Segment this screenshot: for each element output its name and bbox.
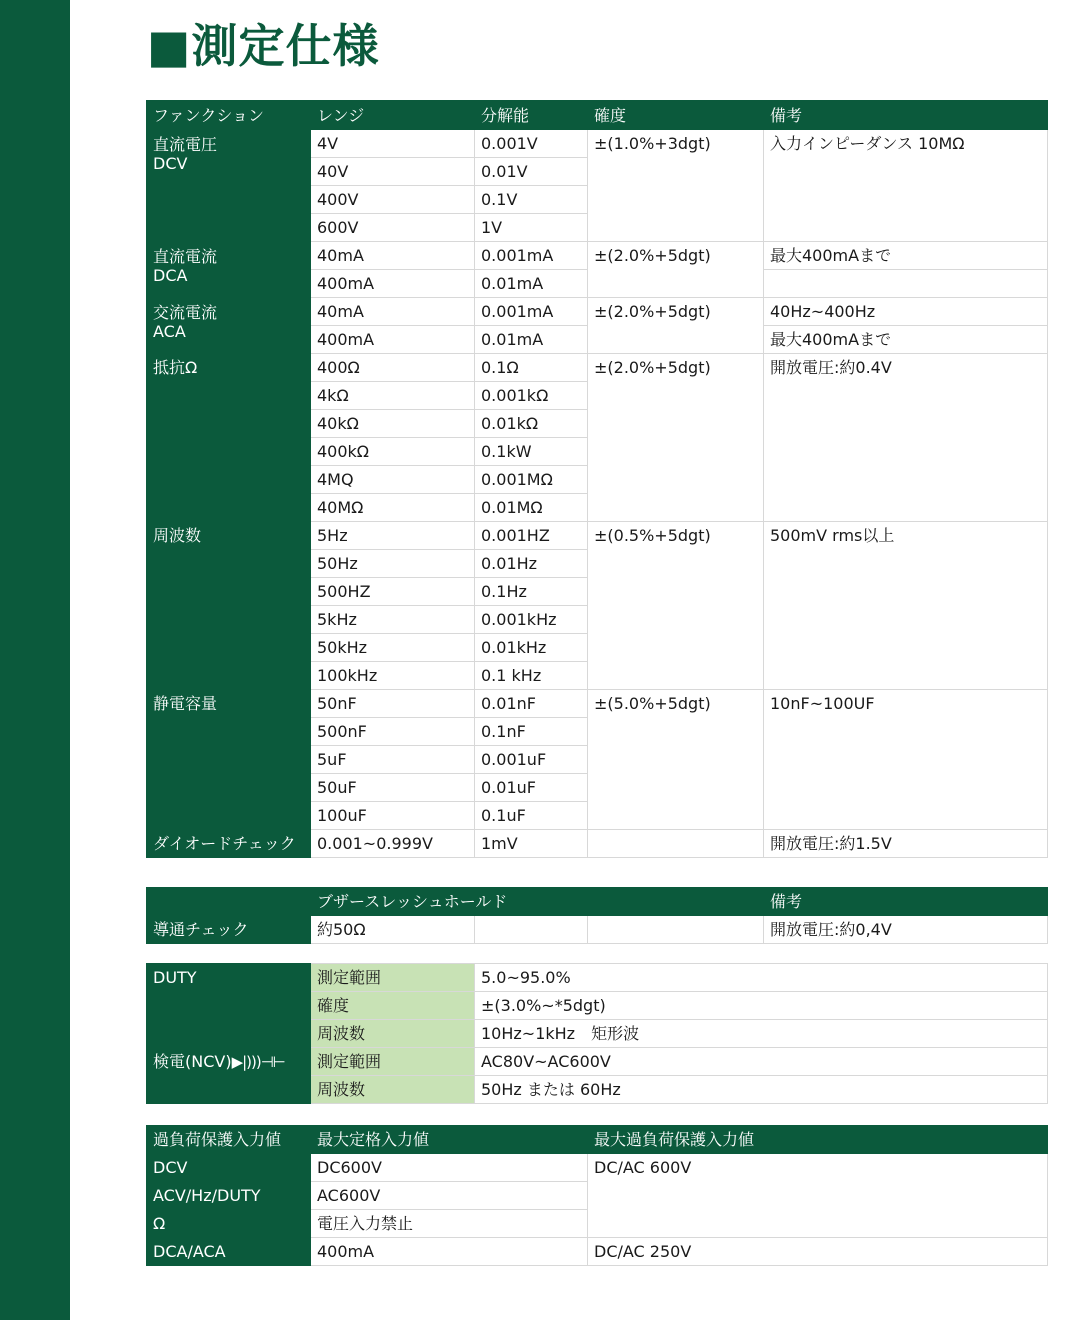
resolution-cell: 0.1 kHz [475,662,588,690]
function-name: 交流電流 [153,303,218,322]
resolution-cell: 1V [475,214,588,242]
range-cell: 400mA [311,326,475,354]
resolution-cell: 0.001mA [475,298,588,326]
range-cell: 50Hz [311,550,475,578]
accuracy-cell: ±(2.0%+5dgt) [588,298,764,354]
range-cell: 4MQ [311,466,475,494]
function-frequency: 周波数 [147,522,311,690]
function-abbr: DCA [153,266,188,285]
duty-value-cell: 10Hz~1kHz 矩形波 [475,1020,1048,1048]
accuracy-cell: ±(2.0%+5dgt) [588,242,764,298]
header-notes: 備考 [764,888,1048,916]
range-cell: 50nF [311,690,475,718]
note-cell: 40Hz~400Hz [764,298,1048,326]
left-accent-bar [0,0,70,1320]
note-cell: 最大400mAまで [764,242,1048,270]
header-notes: 備考 [764,101,1048,130]
range-cell: 5Hz [311,522,475,550]
function-duty: DUTY [147,964,311,1048]
function-capacitance: 静電容量 [147,690,311,830]
accuracy-cell: ±(2.0%+5dgt) [588,354,764,522]
resolution-cell: 1mV [475,830,588,858]
ncv-symbol-icon: ▶|)))⊣⊢ [231,1053,285,1071]
range-cell: 100kHz [311,662,475,690]
duty-value-cell: 5.0~95.0% [475,964,1048,992]
function-ncv [147,1048,311,1104]
range-cell: 100uF [311,802,475,830]
duty-label-cell: 確度 [311,992,475,1020]
range-cell: 400V [311,186,475,214]
resolution-cell: 0.1nF [475,718,588,746]
note-cell: 入力インピーダンス 10MΩ [764,130,1048,242]
function-diode: ダイオードチェック [147,830,311,858]
overload-label-cell: Ω [147,1210,311,1238]
rated-cell: 電圧入力禁止 [311,1210,588,1238]
range-cell: 5kHz [311,606,475,634]
ncv-value-cell: AC80V~AC600V [475,1048,1048,1076]
ncv-label-cell: 周波数 [311,1076,475,1104]
resolution-cell: 0.001V [475,130,588,158]
range-cell: 40kΩ [311,410,475,438]
range-cell: 4V [311,130,475,158]
header-max-overload: 最大過負荷保護入力値 [588,1126,1048,1154]
range-cell: 0.001~0.999V [311,830,475,858]
resolution-cell: 0.01kΩ [475,410,588,438]
resolution-cell: 0.001mA [475,242,588,270]
function-abbr: ACA [153,322,186,341]
page-title: ■測定仕様 [147,19,380,73]
overload-label-cell: DCV [147,1154,311,1182]
duty-value-cell: ±(3.0%~*5dgt) [475,992,1048,1020]
duty-ncv-table [146,963,1048,1104]
header-function: ファンクション [147,101,311,130]
note-cell: 開放電圧:約0,4V [764,916,1048,944]
range-cell: 5uF [311,746,475,774]
function-continuity: 導通チェック [147,916,311,944]
function-aca [147,298,311,354]
spec-table [146,100,1048,858]
header-accuracy: 確度 [588,101,764,130]
note-cell: 開放電圧:約1.5V [764,830,1048,858]
header-max-rated: 最大定格入力値 [311,1126,588,1154]
note-cell: 500mV rms以上 [764,522,1048,690]
range-cell: 400kΩ [311,438,475,466]
function-name: 直流電流 [153,247,218,266]
threshold-cell: 約50Ω [311,916,475,944]
resolution-cell: 0.01kHz [475,634,588,662]
function-name: 直流電圧 [153,135,218,154]
range-cell: 400Ω [311,354,475,382]
resolution-cell: 0.01MΩ [475,494,588,522]
resolution-cell: 0.001HZ [475,522,588,550]
resolution-cell: 0.01Hz [475,550,588,578]
resolution-cell: 0.01mA [475,270,588,298]
resolution-cell: 0.001kHz [475,606,588,634]
continuity-table [146,887,1048,944]
accuracy-cell: ±(1.0%+3dgt) [588,130,764,242]
function-dcv [147,130,311,242]
range-cell: 40V [311,158,475,186]
ncv-label-cell: 測定範囲 [311,1048,475,1076]
header-empty [147,888,311,916]
resolution-cell: 0.1uF [475,802,588,830]
range-cell: 500HZ [311,578,475,606]
function-dca [147,242,311,298]
resolution-cell: 0.001MΩ [475,466,588,494]
accuracy-cell [588,830,764,858]
protect-cell: DC/AC 250V [588,1238,1048,1266]
range-cell: 600V [311,214,475,242]
range-cell: 40mA [311,298,475,326]
resolution-cell: 0.01nF [475,690,588,718]
resolution-cell: 0.01uF [475,774,588,802]
range-cell: 4kΩ [311,382,475,410]
resolution-cell: 0.001uF [475,746,588,774]
range-cell: 50uF [311,774,475,802]
resolution-cell: 0.1Hz [475,578,588,606]
range-cell: 50kHz [311,634,475,662]
rated-cell: AC600V [311,1182,588,1210]
ncv-label: 検電(NCV) [153,1052,232,1071]
header-buzzer-threshold: ブザースレッシュホールド [311,888,764,916]
header-overload: 過負荷保護入力値 [147,1126,311,1154]
range-cell: 500nF [311,718,475,746]
function-abbr: DCV [153,154,188,173]
accuracy-cell: ±(0.5%+5dgt) [588,522,764,690]
note-cell [764,270,1048,298]
resolution-cell: 0.01mA [475,326,588,354]
resolution-cell: 0.1V [475,186,588,214]
empty-cell [588,916,764,944]
empty-cell [475,916,588,944]
header-resolution: 分解能 [475,101,588,130]
function-resistance: 抵抗Ω [147,354,311,522]
protect-cell: DC/AC 600V [588,1154,1048,1238]
range-cell: 40mA [311,242,475,270]
range-cell: 400mA [311,270,475,298]
resolution-cell: 0.1Ω [475,354,588,382]
note-cell: 最大400mAまで [764,326,1048,354]
resolution-cell: 0.1kW [475,438,588,466]
note-cell: 10nF~100UF [764,690,1048,830]
note-cell: 開放電圧:約0.4V [764,354,1048,522]
header-range: レンジ [311,101,475,130]
overload-label-cell: DCA/ACA [147,1238,311,1266]
overload-table [146,1125,1048,1266]
accuracy-cell: ±(5.0%+5dgt) [588,690,764,830]
rated-cell: 400mA [311,1238,588,1266]
duty-label-cell: 周波数 [311,1020,475,1048]
resolution-cell: 0.001kΩ [475,382,588,410]
resolution-cell: 0.01V [475,158,588,186]
overload-label-cell: ACV/Hz/DUTY [147,1182,311,1210]
duty-label-cell: 測定範囲 [311,964,475,992]
range-cell: 40MΩ [311,494,475,522]
rated-cell: DC600V [311,1154,588,1182]
ncv-value-cell: 50Hz または 60Hz [475,1076,1048,1104]
